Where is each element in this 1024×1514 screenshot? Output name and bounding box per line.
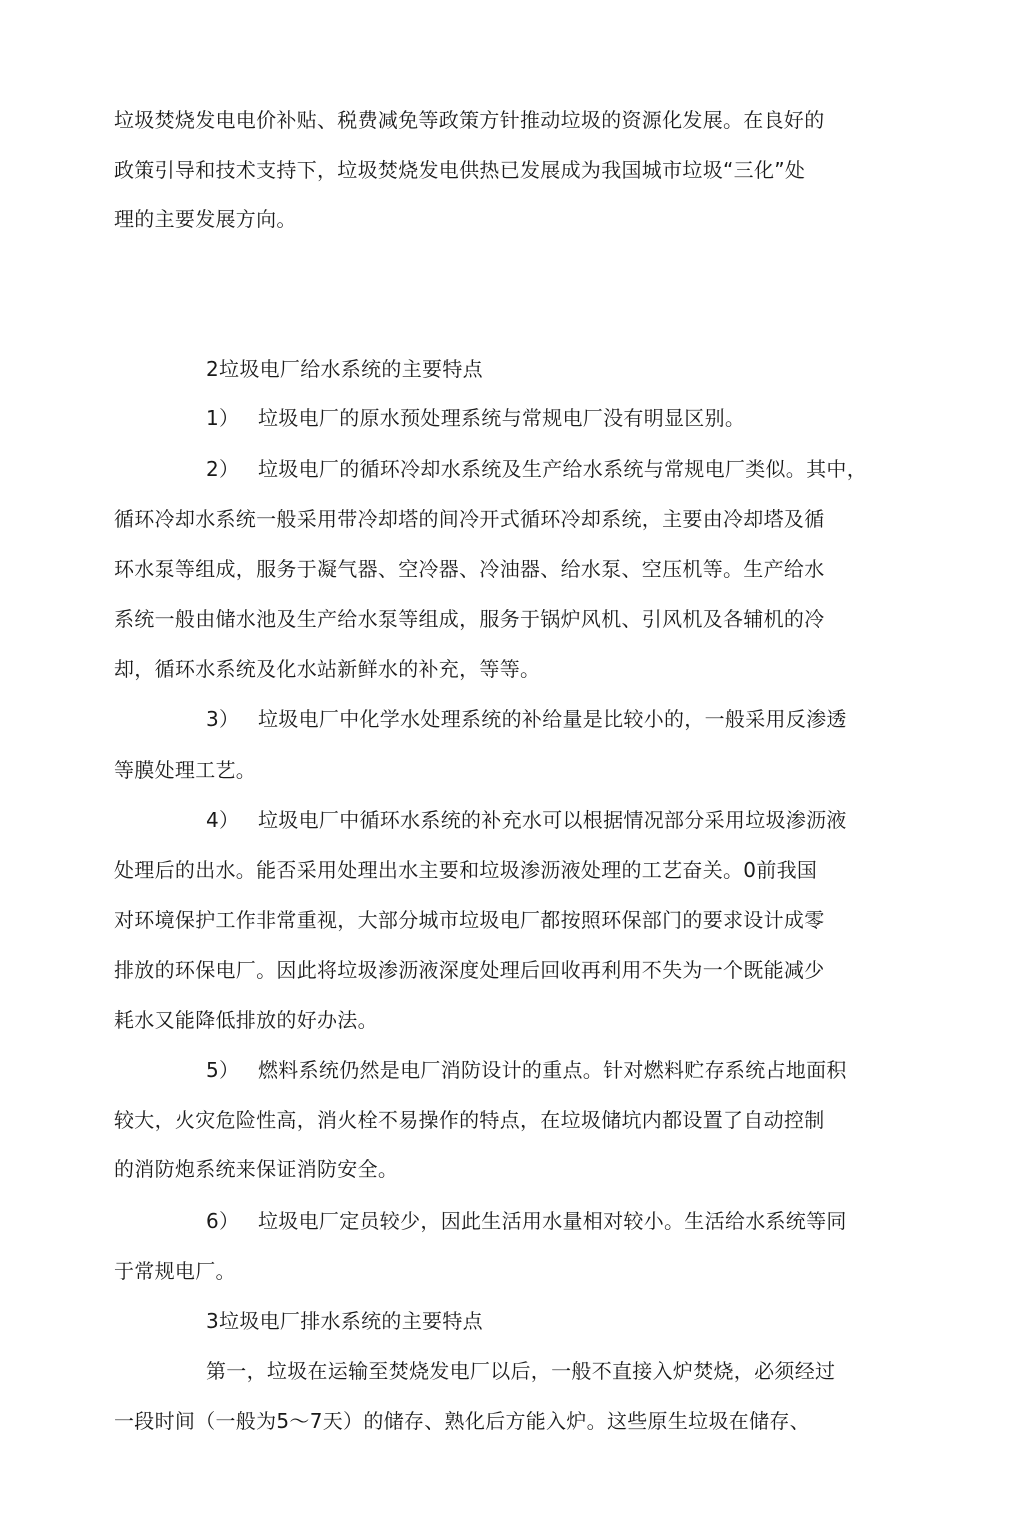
section-heading: 2垃圾电厂给水系统的主要特点 [206, 357, 483, 381]
list-item-5 [206, 1056, 847, 1084]
item-number: 6） [206, 1209, 240, 1233]
paragraph-line: 的消防炮系统来保证消防安全。 [114, 1157, 399, 1181]
paragraph-line: 环水泵等组成，服务于凝气器、空冷器、冷油器、给水泵、空压机等。生产给水 [114, 557, 825, 581]
paragraph-line: 却，循环水系统及化水站新鲜水的补充，等等。 [114, 657, 541, 681]
paragraph-line: 耗水又能降低排放的好办法。 [114, 1008, 378, 1032]
list-item-1 [206, 404, 745, 432]
paragraph-line: 处理后的出水。能否采用处理出水主要和垃圾渗沥液处理的工艺奋关。0前我国 [114, 858, 818, 882]
item-number: 5） [206, 1058, 240, 1082]
item-number: 1） [206, 406, 240, 430]
paragraph-line: 第一，垃圾在运输至焚烧发电厂以后，一般不直接入炉焚烧，必须经过 [206, 1359, 836, 1383]
list-item-6 [206, 1207, 847, 1235]
list-item-3 [206, 705, 847, 733]
item-number: 3） [206, 707, 240, 731]
item-number: 4） [206, 808, 240, 832]
item-text: 垃圾电厂的循环冷却水系统及生产给水系统与常规电厂类似。其中， [258, 457, 867, 481]
item-text: 垃圾电厂定员较少，因此生活用水量相对较小。生活给水系统等同 [258, 1209, 847, 1233]
paragraph-line: 系统一般由储水池及生产给水泵等组成，服务于锅炉风机、引风机及各辅机的冷 [114, 607, 825, 631]
section-heading: 3垃圾电厂排水系统的主要特点 [206, 1309, 483, 1333]
paragraph-line: 一段时间（一般为5～7天）的储存、熟化后方能入炉。这些原生垃圾在储存、 [114, 1409, 810, 1433]
paragraph-line: 等膜处理工艺。 [114, 758, 257, 782]
item-text: 垃圾电厂的原水预处理系统与常规电厂没有明显区别。 [258, 406, 746, 430]
item-text: 垃圾电厂中循环水系统的补充水可以根据情况部分采用垃圾渗沥液 [258, 808, 847, 832]
paragraph-line: 较大，火灾危险性高，消火栓不易操作的特点，在垃圾储坑内都设置了自动控制 [114, 1108, 825, 1132]
intro-line: 政策引导和技术支持下，垃圾焚烧发电供热已发展成为我国城市垃圾“三化”处 [114, 158, 806, 182]
paragraph-line: 对环境保护工作非常重视，大部分城市垃圾电厂都按照环保部门的要求设计成零 [114, 908, 825, 932]
item-number: 2） [206, 457, 240, 481]
item-text: 燃料系统仍然是电厂消防设计的重点。针对燃料贮存系统占地面积 [258, 1058, 847, 1082]
intro-line: 理的主要发展方向。 [114, 207, 297, 231]
paragraph-line: 于常规电厂。 [114, 1259, 236, 1283]
item-text: 垃圾电厂中化学水处理系统的补给量是比较小的，一般采用反渗透 [258, 707, 847, 731]
paragraph-line: 排放的环保电厂。因此将垃圾渗沥液深度处理后回收再利用不失为一个既能减少 [114, 958, 825, 982]
list-item-2 [206, 455, 867, 483]
list-item-4 [206, 806, 847, 834]
paragraph-line: 循环冷却水系统一般采用带冷却塔的间冷开式循环冷却系统，主要由冷却塔及循 [114, 507, 825, 531]
intro-line: 垃圾焚烧发电电价补贴、税费减免等政策方针推动垃圾的资源化发展。在良好的 [114, 108, 825, 132]
